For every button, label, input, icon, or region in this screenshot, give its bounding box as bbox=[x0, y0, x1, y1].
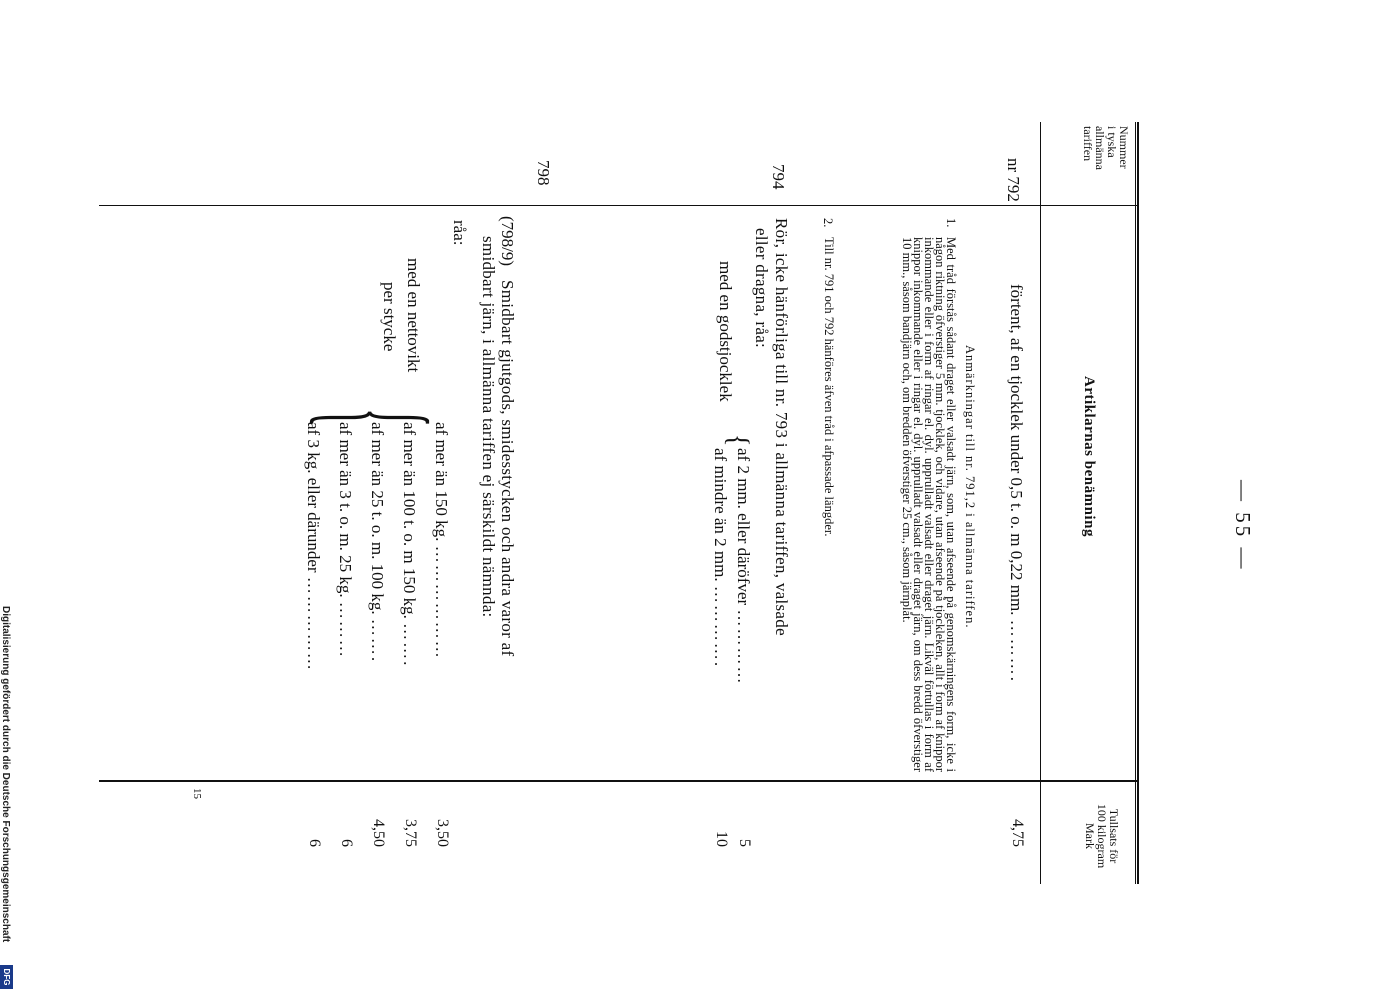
row-794-description-line-1: Rör, icke hänförliga till nr. 793 i allmänna tariffen, valsade bbox=[772, 218, 791, 636]
row-794-description-line-2: eller dragna, råa: bbox=[752, 228, 771, 349]
row-798-sub-5-text: af 3 kg. eller därunder bbox=[304, 422, 323, 573]
row-798-code: (798/9) bbox=[498, 216, 517, 267]
header-number-line: allmänna bbox=[1093, 126, 1107, 170]
header-rate-line: Mark bbox=[1083, 823, 1097, 849]
page-number: — 55 — bbox=[1231, 480, 1255, 572]
tariff-number-798: 798 bbox=[534, 160, 553, 186]
tariff-number-792: nr 792 bbox=[1004, 158, 1023, 202]
row-792-description bbox=[1006, 284, 1026, 683]
dfg-logo-text: DFG bbox=[2, 968, 11, 986]
row-798-sub-4-text: af mer än 3 t. o. m. 25 kg. bbox=[336, 422, 355, 598]
header-rate-line: Tullsats för bbox=[1107, 808, 1121, 864]
row-798-sub-3-rate: 4,50 bbox=[370, 819, 387, 847]
row-798-sub-5-leader: …………… bbox=[304, 576, 323, 672]
row-798-sub-1 bbox=[431, 422, 451, 660]
header-rate-column bbox=[1084, 796, 1120, 876]
notes-title: Anmärkningar till nr. 791,2 i allmänna tariffen. bbox=[963, 345, 977, 629]
row-798-sub-3 bbox=[367, 422, 387, 663]
row-798-description-line-2: smidbart järn, i allmänna tariffen ej särskildt nämnda: bbox=[479, 236, 498, 618]
row-798-sub-5 bbox=[303, 422, 323, 672]
row-798-sub-4-leader: ……… bbox=[336, 601, 355, 659]
row-798-sub-4-rate: 6 bbox=[338, 839, 355, 847]
row-798-description-line-1: Smidbart gjutgods, smidesstycken och andra varor af bbox=[498, 280, 517, 657]
column-divider-2 bbox=[99, 780, 1139, 782]
row-798-sub-4 bbox=[335, 422, 355, 659]
row-798-sub-2 bbox=[399, 422, 419, 667]
note-1-text: Med tråd förstås sådant draget eller valsadt järn, som, utan afseende på genomskärningens form, icke i någon riktning öfverstiger 5 mm. tjocklek, och vidare, utan afseende på tjockleken, allt i form af knippor inkommande eller i form af ringar el. dyl. upprulladt valsadt eller draget järn. Likväl förtullas i form af knippor inkommande eller i ringar el. dyl. upprulladt valsadt eller draget järn, om dess bredd öfverstiger 10 mm., såsom bandjärn och, om bredden öfverstiger 25 cm., såsom järnplåt. bbox=[900, 237, 958, 772]
note-2-text: Till nr. 791 och 792 hänföres äfven tråd i afpassade längder. bbox=[822, 237, 836, 537]
header-number-column bbox=[1082, 126, 1130, 182]
row-798-brace: { bbox=[296, 408, 459, 428]
header-rate-line: 100 kilogram bbox=[1095, 803, 1109, 869]
row-798-sub-3-leader: ……. bbox=[368, 618, 387, 664]
row-794-group-label: med en godstjocklek bbox=[716, 261, 735, 402]
header-description-column: Artiklarnas benämning bbox=[1081, 376, 1097, 537]
tariff-number-794: 794 bbox=[769, 164, 788, 190]
page-mark: 15 bbox=[191, 788, 203, 799]
row-792-text: förtent, af en tjocklek under 0,5 t. o. m 0,22 mm. bbox=[1007, 284, 1026, 616]
row-794-sub-2 bbox=[710, 448, 730, 668]
header-number-line: tariffen bbox=[1081, 126, 1095, 162]
row-794-sub-2-text: af mindre än 2 mm. bbox=[711, 448, 730, 582]
table-top-rule bbox=[1137, 122, 1139, 884]
note-2-number: 2. bbox=[821, 218, 835, 228]
header-number-line: i tyska bbox=[1105, 126, 1119, 158]
table-top-rule-inner bbox=[1135, 122, 1136, 884]
header-number-line: Nummer bbox=[1117, 126, 1131, 169]
row-794-sub-2-leader: …………. bbox=[711, 585, 730, 669]
dfg-logo bbox=[0, 965, 13, 989]
row-794-sub-1 bbox=[733, 448, 753, 685]
row-798-sub-1-leader: ……………… bbox=[432, 545, 451, 660]
digitization-credit: Digitalisierung gefördert durch die Deutsche Forschungsgemeinschaft bbox=[0, 606, 11, 943]
header-bottom-rule bbox=[1040, 122, 1041, 884]
column-divider-1 bbox=[99, 205, 1139, 206]
row-798-sub-1-rate: 3,50 bbox=[434, 819, 451, 847]
row-798-sub-5-rate: 6 bbox=[306, 839, 323, 847]
row-798-sub-2-leader: ……. bbox=[400, 623, 419, 668]
row-794-sub-2-rate: 10 bbox=[713, 831, 730, 847]
row-794-brace: { bbox=[721, 434, 756, 447]
row-792-rate: 4,75 bbox=[1009, 819, 1026, 847]
row-794-sub-1-leader: ………… bbox=[734, 609, 753, 686]
row-798-sub-2-rate: 3,75 bbox=[402, 819, 419, 847]
row-792-leader: ………. bbox=[1007, 619, 1026, 683]
row-798-raw-label: råa: bbox=[450, 220, 469, 246]
note-1-number: 1. bbox=[944, 218, 958, 228]
row-798-group-label-1: med en nettovikt bbox=[404, 258, 423, 373]
row-794-sub-1-text: af 2 mm. eller däröfver bbox=[734, 448, 753, 606]
row-798-group-label-2: per stycke bbox=[380, 282, 399, 352]
row-798-sub-1-text: af mer än 150 kg. bbox=[432, 422, 451, 542]
row-794-sub-1-rate: 5 bbox=[736, 839, 753, 847]
row-798-sub-2-text: af mer än 100 t. o. m 150 kg. bbox=[400, 422, 419, 619]
row-798-sub-3-text: af mer än 25 t. o. m. 100 kg. bbox=[368, 422, 387, 615]
